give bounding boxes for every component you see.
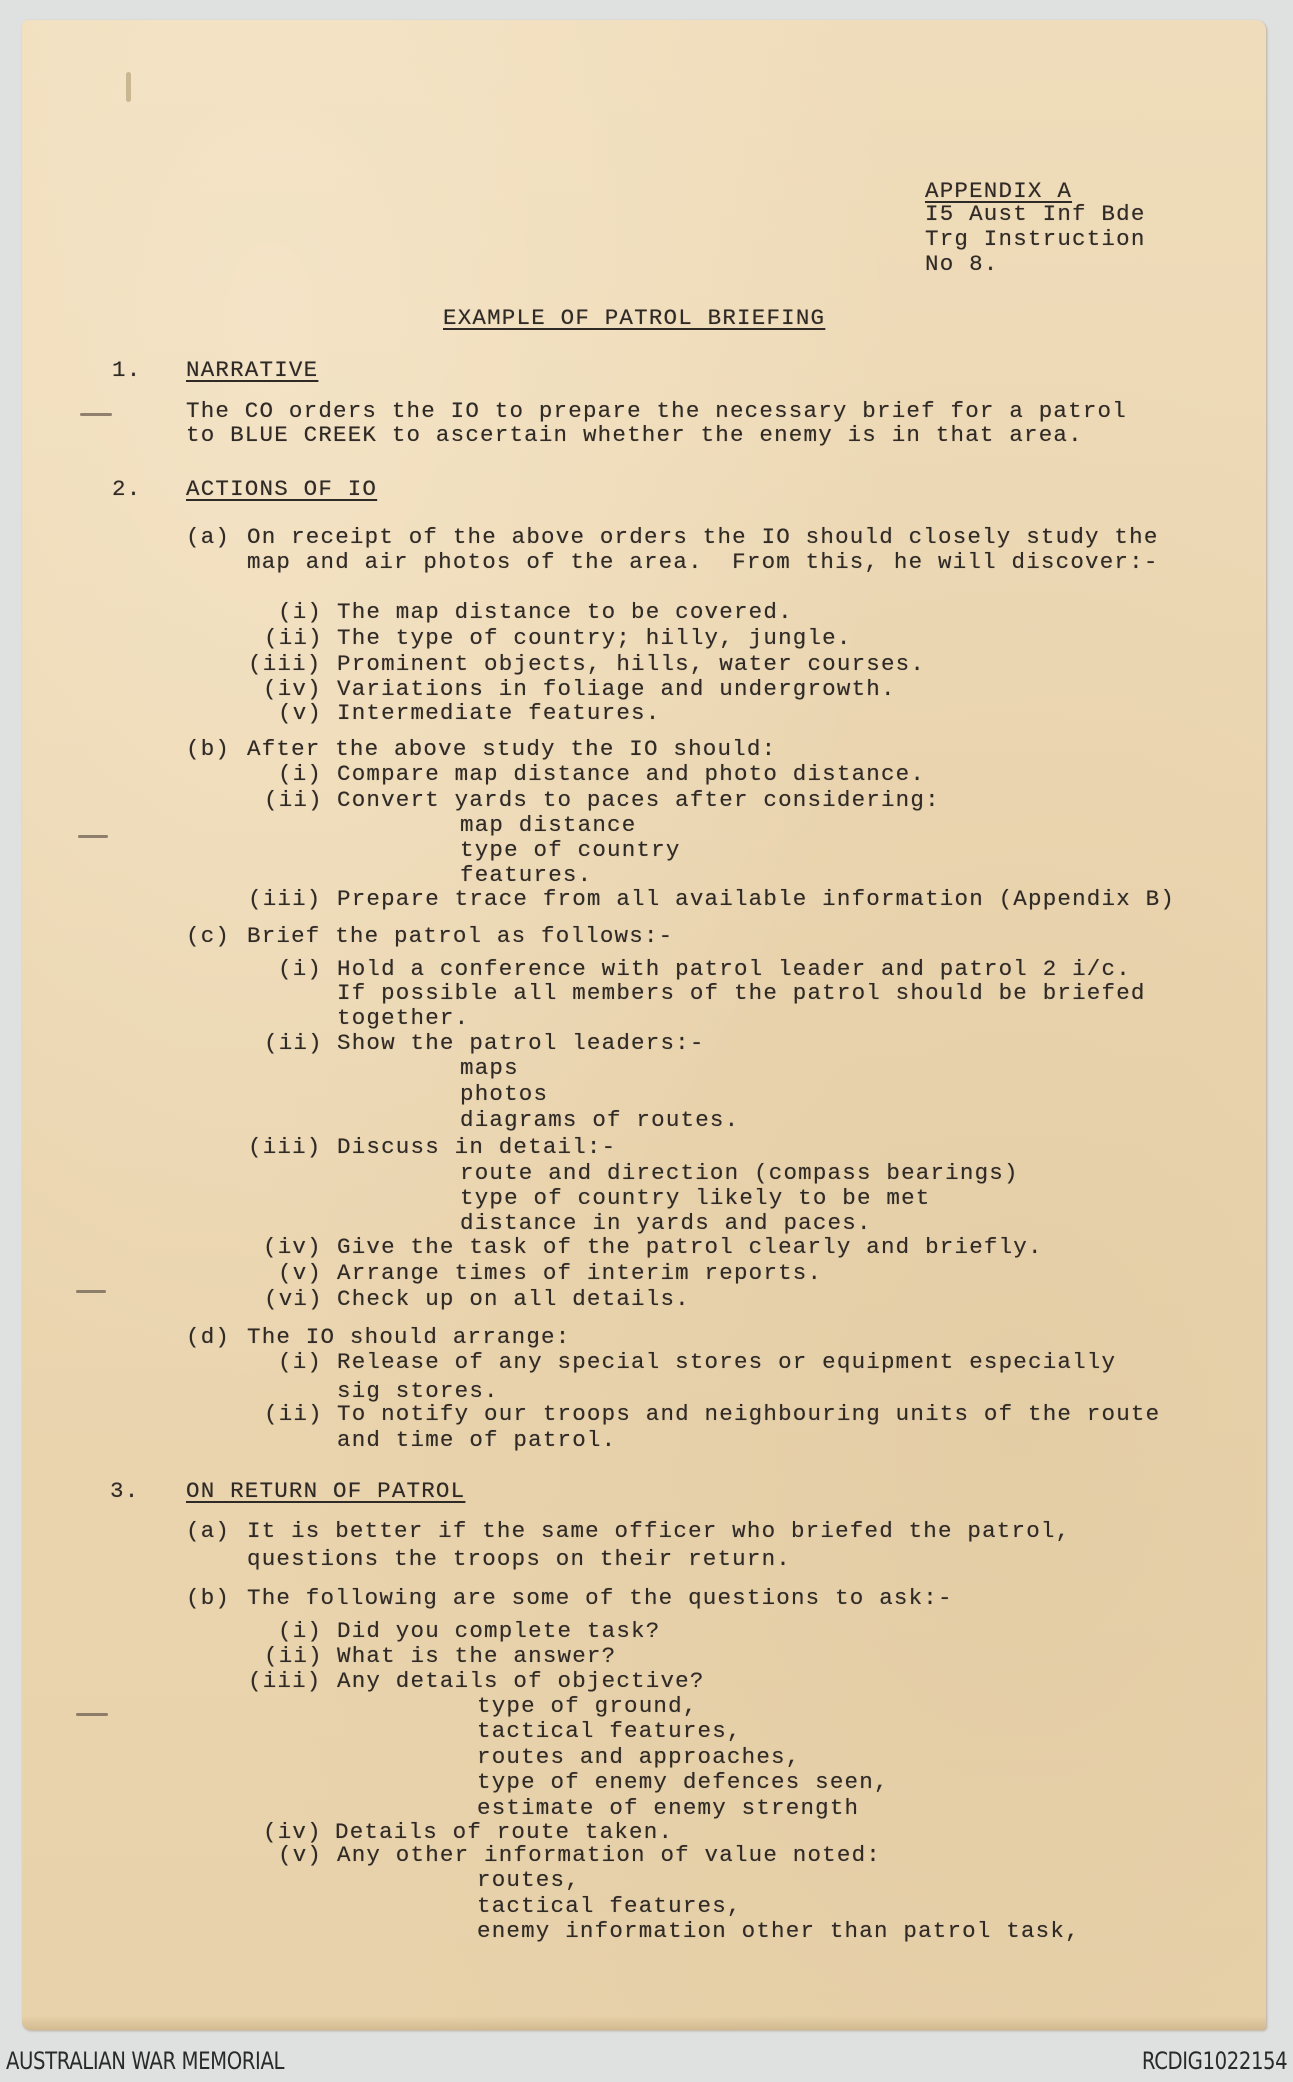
sub-item: map distance bbox=[460, 812, 637, 838]
paragraph-line: to BLUE CREEK to ascertain whether the enemy is in that area. bbox=[186, 422, 1083, 448]
list-item-continued: and time of patrol. bbox=[337, 1427, 617, 1453]
sub-item: route and direction (compass bearings) bbox=[460, 1160, 1019, 1186]
list-item: Arrange times of interim reports. bbox=[337, 1260, 823, 1286]
sub-item: enemy information other than patrol task, bbox=[477, 1918, 1080, 1944]
page-edge bbox=[22, 2016, 1266, 2030]
sub-item: type of ground, bbox=[477, 1693, 698, 1719]
paragraph-line: map and air photos of the area. From this, he will discover:- bbox=[247, 549, 1159, 575]
subsection-label: (a) bbox=[186, 524, 231, 550]
paragraph-line: It is better if the same officer who briefed the patrol, bbox=[247, 1518, 1071, 1544]
section-heading: NARRATIVE bbox=[186, 357, 319, 383]
instruction-number: No 8. bbox=[925, 251, 999, 277]
item-label: (i) bbox=[278, 956, 323, 982]
list-item: Check up on all details. bbox=[337, 1286, 690, 1312]
item-label: (ii) bbox=[264, 625, 323, 651]
sub-item: distance in yards and paces. bbox=[460, 1210, 872, 1236]
item-label: (ii) bbox=[264, 1643, 323, 1669]
list-item: Intermediate features. bbox=[337, 700, 661, 726]
sub-item: routes, bbox=[477, 1867, 580, 1893]
item-label: (ii) bbox=[264, 1401, 323, 1427]
margin-mark bbox=[76, 1713, 108, 1716]
subsection-label: (c) bbox=[186, 923, 231, 949]
sub-item: photos bbox=[460, 1081, 549, 1107]
list-item: Discuss in detail:- bbox=[337, 1134, 617, 1160]
list-item: Convert yards to paces after considering: bbox=[337, 787, 940, 813]
list-item: Did you complete task? bbox=[337, 1618, 661, 1644]
sub-item: tactical features, bbox=[477, 1718, 742, 1744]
section-heading: ACTIONS OF IO bbox=[186, 476, 378, 502]
list-item: Compare map distance and photo distance. bbox=[337, 761, 926, 787]
list-item: What is the answer? bbox=[337, 1643, 617, 1669]
item-label: (iv) bbox=[263, 1819, 322, 1845]
sub-item: tactical features, bbox=[477, 1893, 742, 1919]
section-number: 1. bbox=[112, 357, 142, 383]
list-item: Prepare trace from all available information (Appendix B) bbox=[337, 886, 1176, 912]
subsection-label: (d) bbox=[186, 1324, 231, 1350]
archive-name: AUSTRALIAN WAR MEMORIAL bbox=[6, 2047, 285, 2075]
archive-reference-id: RCDIG1022154 bbox=[1141, 2047, 1287, 2075]
item-label: (i) bbox=[278, 1618, 323, 1644]
paragraph-line: The CO orders the IO to prepare the necessary brief for a patrol bbox=[186, 398, 1127, 424]
item-label: (iii) bbox=[248, 651, 322, 677]
item-label: (i) bbox=[278, 1349, 323, 1375]
item-label: (v) bbox=[278, 700, 323, 726]
sub-item: type of country bbox=[460, 837, 681, 863]
list-item-continued: together. bbox=[337, 1005, 470, 1031]
appendix-label: APPENDIX A bbox=[925, 178, 1073, 204]
item-label: (iv) bbox=[263, 676, 322, 702]
margin-mark bbox=[78, 835, 108, 838]
margin-mark bbox=[80, 413, 112, 416]
paragraph-line: The IO should arrange: bbox=[247, 1324, 571, 1350]
item-label: (iii) bbox=[248, 1134, 322, 1160]
section-number: 2. bbox=[112, 476, 142, 502]
list-item: Release of any special stores or equipment especially bbox=[337, 1349, 1117, 1375]
item-label: (i) bbox=[278, 599, 323, 625]
list-item: Any other information of value noted: bbox=[337, 1842, 881, 1868]
margin-mark bbox=[76, 1290, 106, 1293]
item-label: (v) bbox=[278, 1260, 323, 1286]
section-number: 3. bbox=[110, 1478, 140, 1504]
item-label: (iii) bbox=[248, 1668, 322, 1694]
sub-item: maps bbox=[460, 1055, 519, 1081]
section-heading: ON RETURN OF PATROL bbox=[186, 1478, 466, 1504]
item-label: (iii) bbox=[248, 886, 322, 912]
list-item: Show the patrol leaders:- bbox=[337, 1030, 705, 1056]
sub-item: type of country likely to be met bbox=[460, 1185, 931, 1211]
list-item: Hold a conference with patrol leader and patrol 2 i/c. bbox=[337, 956, 1131, 982]
list-item: To notify our troops and neighbouring units of the route bbox=[337, 1401, 1161, 1427]
sub-item: diagrams of routes. bbox=[460, 1107, 740, 1133]
subsection-label: (a) bbox=[186, 1518, 231, 1544]
item-label: (ii) bbox=[264, 787, 323, 813]
document-title: EXAMPLE OF PATROL BRIEFING bbox=[443, 305, 826, 331]
sub-item: features. bbox=[460, 862, 593, 888]
item-label: (i) bbox=[278, 761, 323, 787]
paragraph-line: Brief the patrol as follows:- bbox=[247, 923, 674, 949]
list-item: The map distance to be covered. bbox=[337, 599, 793, 625]
list-item: Details of route taken. bbox=[335, 1819, 674, 1845]
list-item: Give the task of the patrol clearly and briefly. bbox=[337, 1234, 1043, 1260]
staple-mark bbox=[126, 72, 131, 102]
sub-item: type of enemy defences seen, bbox=[477, 1769, 889, 1795]
list-item: Any details of objective? bbox=[337, 1668, 705, 1694]
instruction-label: Trg Instruction bbox=[925, 226, 1146, 252]
subsection-label: (b) bbox=[186, 736, 231, 762]
list-item: Prominent objects, hills, water courses. bbox=[337, 651, 926, 677]
item-label: (iv) bbox=[263, 1234, 322, 1260]
item-label: (v) bbox=[278, 1842, 323, 1868]
item-label: (ii) bbox=[264, 1030, 323, 1056]
subsection-label: (b) bbox=[186, 1585, 231, 1611]
list-item-continued: sig stores. bbox=[337, 1378, 499, 1404]
paragraph-line: The following are some of the questions to ask:- bbox=[247, 1585, 953, 1611]
list-item: Variations in foliage and undergrowth. bbox=[337, 676, 896, 702]
paragraph-line: After the above study the IO should: bbox=[247, 736, 777, 762]
item-label: (vi) bbox=[264, 1286, 323, 1312]
list-item: The type of country; hilly, jungle. bbox=[337, 625, 852, 651]
unit-label: I5 Aust Inf Bde bbox=[925, 201, 1146, 227]
sub-item: estimate of enemy strength bbox=[477, 1795, 860, 1821]
sub-item: routes and approaches, bbox=[477, 1744, 801, 1770]
list-item-continued: If possible all members of the patrol should be briefed bbox=[337, 980, 1146, 1006]
paragraph-line: On receipt of the above orders the IO should closely study the bbox=[247, 524, 1159, 550]
paragraph-line: questions the troops on their return. bbox=[247, 1546, 791, 1572]
